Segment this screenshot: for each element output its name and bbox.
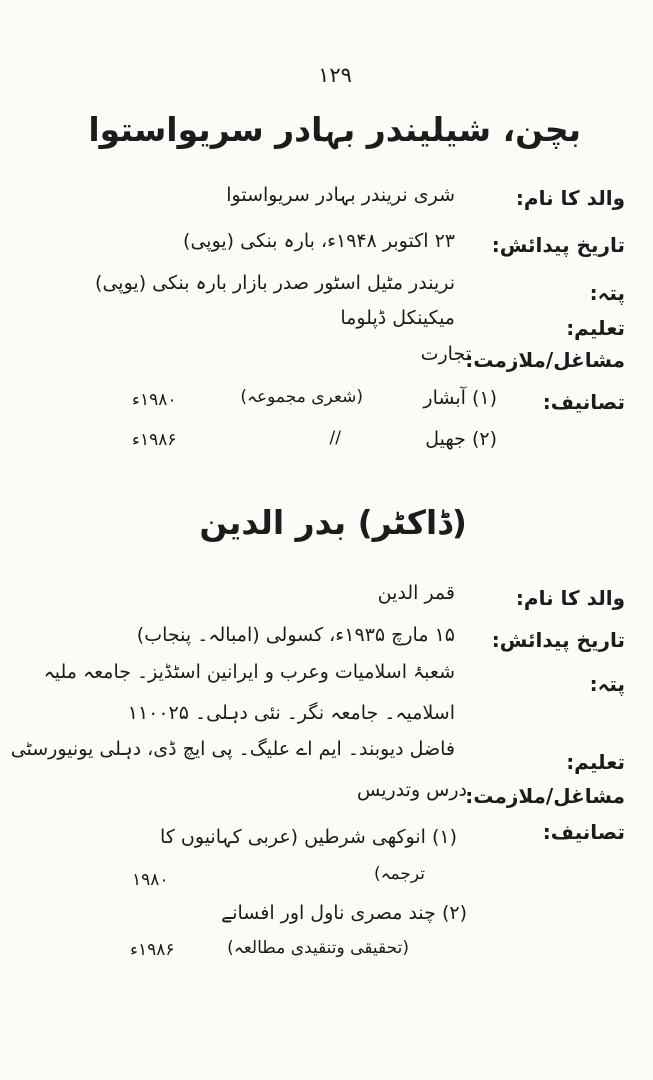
entry-1-occupation: تجارت <box>420 343 471 365</box>
entry-1-address-line-1: نریندر مٹیل اسٹور صدر بازار بارہ بنکی (یوپی) <box>95 272 455 294</box>
entry-2-occupation-label: مشاغل/ملازمت: <box>465 784 625 808</box>
entry-1-dob: ۲۳ اکتوبر ۱۹۴۸ء، بارہ بنکی (یوپی) <box>183 230 455 252</box>
entry-2-work-1-title: (۱) انوکھی شرطیں (عربی کہانیوں کا <box>160 826 457 848</box>
entry-2-work-2-title: (۲) چند مصری ناول اور افسانے <box>221 902 467 924</box>
entry-2-address-line-1: شعبۂ اسلامیات وعرب و ایرانین اسٹڈیز۔ جامعہ ملیہ <box>43 661 455 683</box>
entry-2-work-1-note: ترجمہ) <box>373 864 425 884</box>
entry-1-father: شری نریندر بہادر سریواستوا <box>226 184 455 206</box>
entry-2-education-label: تعلیم: <box>566 750 625 774</box>
entry-1-address-label: پتہ: <box>589 281 625 305</box>
entry-1-education: میکینکل ڈپلوما <box>340 307 455 329</box>
entry-2-father: قمر الدین <box>377 582 455 604</box>
entry-2-occupation: درس وتدریس <box>357 779 467 801</box>
entry-1-occupation-label: مشاغل/ملازمت: <box>465 348 625 372</box>
entry-1-work-2-year: ۱۹۸۶ء <box>132 430 177 450</box>
entry-2-work-1-year: ۱۹۸۰ <box>132 870 169 890</box>
entry-2-dob-label: تاریخ پیدائش: <box>491 628 625 652</box>
entry-2-address-line-2: اسلامیہ۔ جامعہ نگر۔ نئی دہلی۔ ۱۱۰۰۲۵ <box>127 702 455 724</box>
entry-2-name: (ڈاکٹر) بدر الدین <box>199 503 467 542</box>
entry-2-work-2-year: ۱۹۸۶ء <box>130 940 175 960</box>
entry-1-name: بچن، شیلیندر بہادر سریواستوا <box>88 110 581 149</box>
entry-1-work-2-title: (۲) جھیل <box>425 428 497 450</box>
entry-2-works-label: تصانیف: <box>542 820 625 844</box>
entry-1-father-label: والد کا نام: <box>515 186 625 210</box>
entry-2-dob: ۱۵ مارچ ۱۹۳۵ء، کسولی (امبالہ۔ پنجاب) <box>136 624 455 646</box>
entry-2-education: فاضل دیوبند۔ ایم اے علیگ۔ پی ایچ ڈی، دہلی یونیورسٹی <box>10 738 455 760</box>
entry-1-work-1-year: ۱۹۸۰ء <box>132 390 177 410</box>
entry-1-dob-label: تاریخ پیدائش: <box>491 233 625 257</box>
entry-1-work-1-note: (شعری مجموعہ) <box>240 387 363 407</box>
entry-1-works-label: تصانیف: <box>542 390 625 414</box>
entry-2-address-label: پتہ: <box>589 672 625 696</box>
entry-2-work-2-note: (تحقیقی وتنقیدی مطالعہ) <box>227 938 409 958</box>
entry-1-work-2-note: // <box>329 428 341 448</box>
entry-1-work-1-title: (۱) آبشار <box>423 387 497 409</box>
page-number: ۱۲۹ <box>318 63 352 87</box>
entry-1-education-label: تعلیم: <box>566 316 625 340</box>
entry-2-father-label: والد کا نام: <box>515 586 625 610</box>
